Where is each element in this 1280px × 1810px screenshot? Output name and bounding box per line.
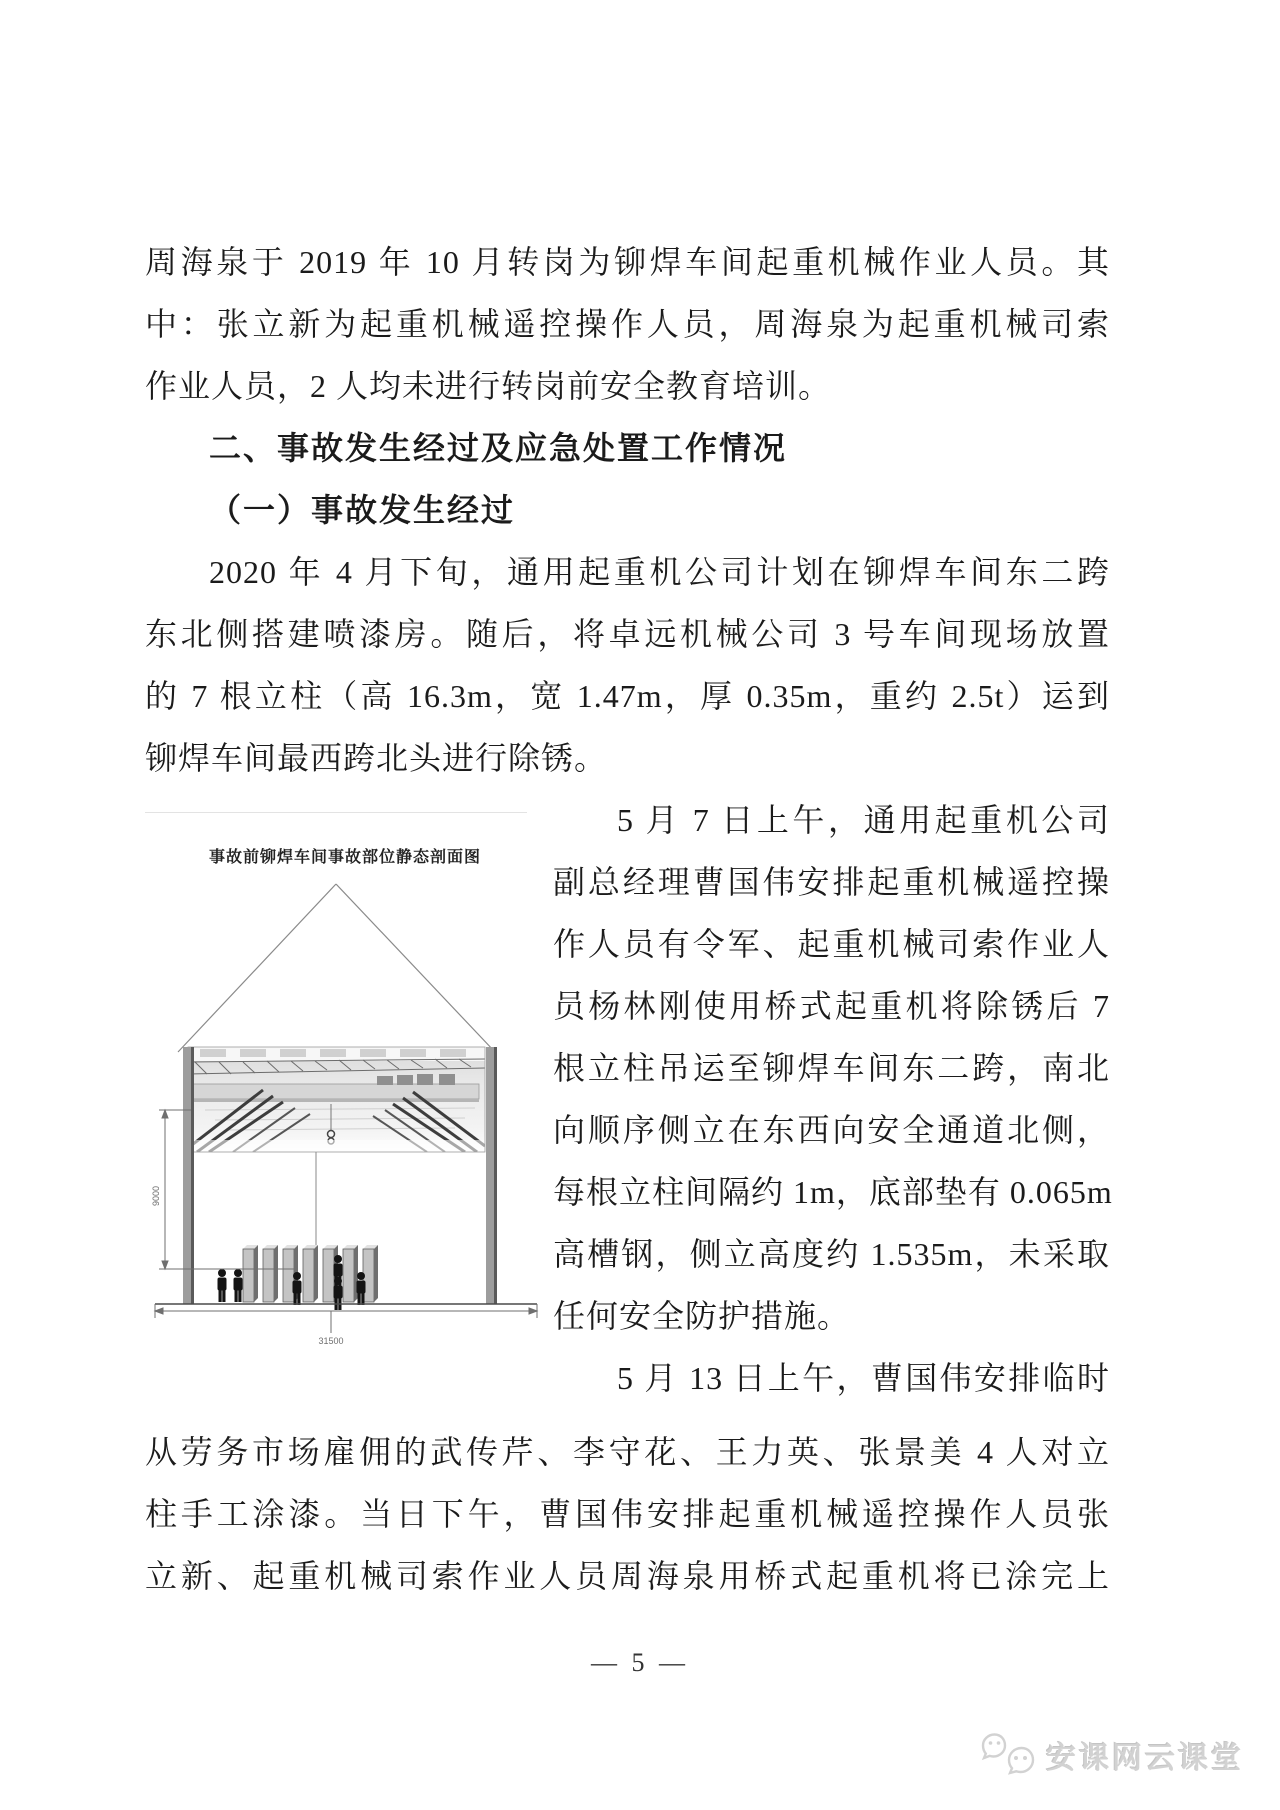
workshop-cross-section-diagram: [145, 878, 545, 1358]
page-number: — 5 —: [591, 1648, 689, 1677]
body-line: 的 7 根立柱（高 16.3m，宽 1.47m，厚 0.35m，重约 2.5t）运到: [145, 678, 1110, 714]
chat-bubbles-icon: [980, 1732, 1038, 1778]
body-line: 5 月 7 日上午，通用起重机公司: [617, 802, 1110, 838]
body-line: 周海泉于 2019 年 10 月转岗为铆焊车间起重机械作业人员。其: [145, 244, 1110, 280]
watermark-text: 安课网云课堂: [1046, 1742, 1244, 1775]
body-line: 作人员有令军、起重机械司索作业人: [553, 926, 1110, 962]
ceiling-photo: [188, 1047, 485, 1152]
section-heading: 二、事故发生经过及应急处置工作情况: [209, 430, 788, 466]
body-line: 2020 年 4 月下旬，通用起重机公司计划在铆焊车间东二跨: [209, 554, 1110, 590]
body-line: 立新、起重机械司索作业人员周海泉用桥式起重机将已涂完上: [145, 1558, 1110, 1594]
svg-text:31500: 31500: [318, 1336, 344, 1346]
body-line: 从劳务市场雇佣的武传芹、李守花、王力英、张景美 4 人对立: [145, 1434, 1110, 1470]
body-line: 每根立柱间隔约 1m，底部垫有 0.065m: [553, 1174, 1113, 1210]
watermark-logo: [980, 1732, 1244, 1778]
body-line: 东北侧搭建喷漆房。随后，将卓远机械公司 3 号车间现场放置: [145, 616, 1110, 652]
roof-outline: [178, 884, 495, 1052]
subsection-heading: （一）事故发生经过: [209, 492, 516, 528]
span-dimension: [155, 1304, 537, 1346]
body-line: 副总经理曹国伟安排起重机械遥控操: [553, 864, 1110, 900]
body-line: 根立柱吊运至铆焊车间东二跨，南北: [553, 1050, 1110, 1086]
body-line: 作业人员，2 人均未进行转岗前安全教育培训。: [145, 368, 832, 404]
body-line: 向顺序侧立在东西向安全通道北侧，: [553, 1112, 1110, 1148]
body-line: 柱手工涂漆。当日下午，曹国伟安排起重机械遥控操作人员张: [145, 1496, 1110, 1532]
figure-caption: 事故前铆焊车间事故部位静态剖面图: [208, 849, 481, 866]
body-line: 任何安全防护措施。: [553, 1298, 851, 1334]
body-line: 铆焊车间最西跨北头进行除锈。: [145, 740, 608, 776]
body-line: 中：张立新为起重机械遥控操作人员，周海泉为起重机械司索: [145, 306, 1110, 342]
body-line: 员杨林刚使用桥式起重机将除锈后 7: [553, 988, 1110, 1024]
body-line: 5 月 13 日上午，曹国伟安排临时: [617, 1360, 1110, 1396]
body-line: 高槽钢，侧立高度约 1.535m，未采取: [553, 1236, 1110, 1272]
svg-text:9000: 9000: [151, 1185, 161, 1207]
figure-top-rule: [145, 812, 527, 813]
figure-workshop-section: [145, 806, 545, 1366]
